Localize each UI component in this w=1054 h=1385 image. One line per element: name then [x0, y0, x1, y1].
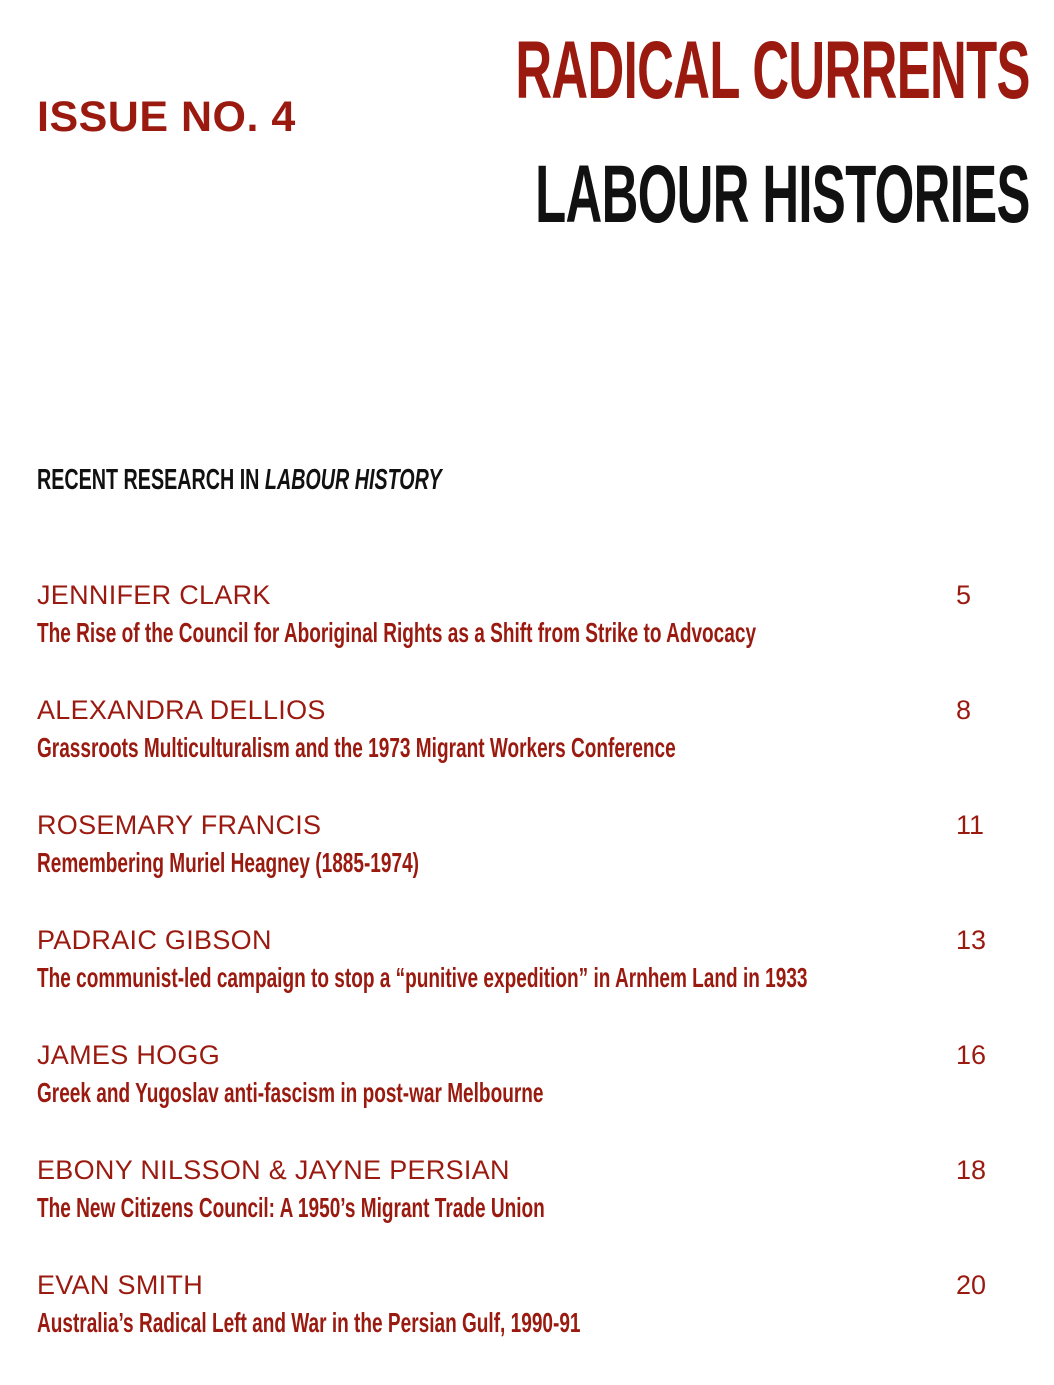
- toc-article-title: Remembering Muriel Heagney (1885-1974): [37, 847, 420, 878]
- toc-entry[interactable]: [37, 925, 997, 1040]
- toc-entry[interactable]: [37, 580, 997, 695]
- toc-page-number: 8: [956, 695, 972, 725]
- toc-article-title: The New Citizens Council: A 1950’s Migrant Trade Union: [37, 1192, 545, 1223]
- toc-entry[interactable]: [37, 1040, 997, 1155]
- toc-page-number: 20: [956, 1270, 987, 1300]
- masthead-title-top: RADICAL CURRENTS: [515, 25, 1030, 116]
- toc-author: EBONY NILSSON & JAYNE PERSIAN: [37, 1155, 510, 1185]
- toc-author: ROSEMARY FRANCIS: [37, 810, 322, 840]
- toc-article-title: Greek and Yugoslav anti-fascism in post-war Melbourne: [37, 1077, 544, 1108]
- toc-article-title: Australia’s Radical Left and War in the Persian Gulf, 1990-91: [37, 1307, 581, 1338]
- toc-author: JENNIFER CLARK: [37, 580, 271, 610]
- toc-author: ALEXANDRA DELLIOS: [37, 695, 326, 725]
- section-heading-prefix: RECENT RESEARCH IN: [37, 464, 260, 496]
- toc-page-number: 5: [956, 580, 972, 610]
- section-heading: [37, 466, 442, 495]
- toc-author: JAMES HOGG: [37, 1040, 221, 1070]
- toc-article-title: Grassroots Multiculturalism and the 1973 Migrant Workers Conference: [37, 732, 676, 763]
- toc-article-title: The Rise of the Council for Aboriginal Rights as a Shift from Strike to Advocacy: [37, 617, 757, 648]
- toc-article-title: The communist-led campaign to stop a “punitive expedition” in Arnhem Land in 1933: [37, 962, 808, 993]
- toc-page-number: 11: [956, 810, 985, 840]
- masthead: [200, 25, 1030, 240]
- masthead-title-bottom: LABOUR HISTORIES: [535, 149, 1030, 240]
- toc-entry[interactable]: [37, 695, 997, 810]
- toc-author: PADRAIC GIBSON: [37, 925, 272, 955]
- toc-page-number: 18: [956, 1155, 987, 1185]
- issue-number: ISSUE NO. 4: [37, 93, 296, 141]
- toc-entry[interactable]: [37, 810, 997, 925]
- section-heading-emphasis: LABOUR HISTORY: [264, 464, 442, 496]
- toc-page-number: 13: [956, 925, 987, 955]
- toc-entry[interactable]: [37, 1155, 997, 1270]
- table-of-contents: [37, 580, 997, 1385]
- toc-author: EVAN SMITH: [37, 1270, 204, 1300]
- toc-page-number: 16: [956, 1040, 987, 1070]
- toc-entry[interactable]: [37, 1270, 997, 1385]
